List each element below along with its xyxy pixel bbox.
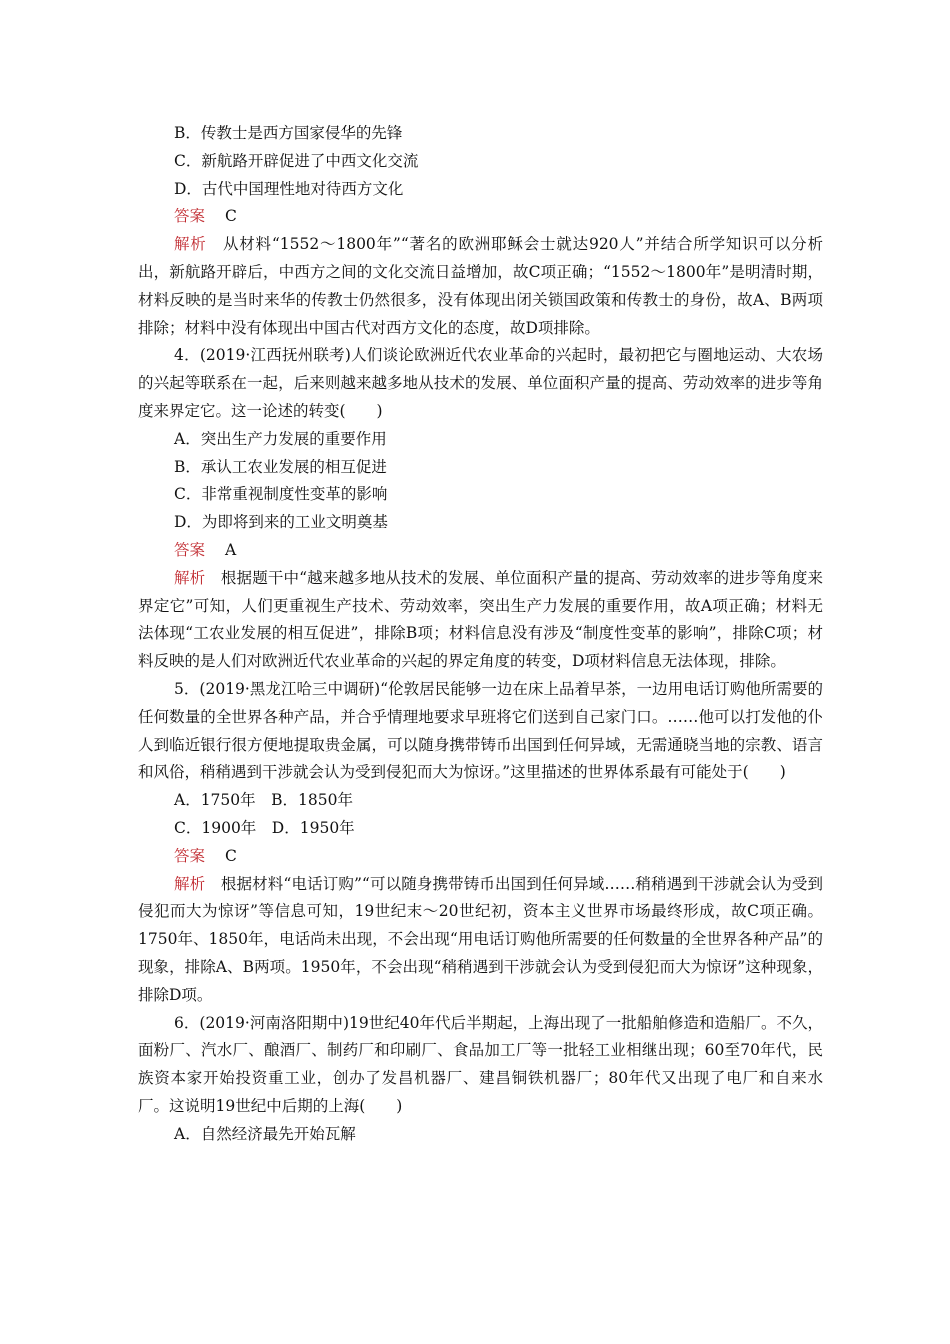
analysis-paragraph: [138, 231, 823, 342]
option-c: C．非常重视制度性变革的影响: [174, 485, 388, 504]
analysis-text: 根据题干中“越来越多地从技术的发展、单位面积产量的提高、劳动效率的进步等角度来界定它”可知，人们更重视生产技术、劳动效率，突出生产力发展的重要作用，故A项正确；材料无法体现“工农业发展的相互促进”，排除B项；材料信息没有涉及“制度性变革的影响”，排除C项；材料反映的是人们对欧洲近代农业革命的兴起的界定角度的转变，D项材料信息无法体现，排除。: [138, 568, 823, 671]
option-a: A．突出生产力发展的重要作用: [174, 429, 387, 448]
option-row: A．1750年 B．1850年: [174, 791, 353, 810]
question-stem: 6．(2019·河南洛阳期中)19世纪40年代后半期起，上海出现了一批船舶修造和造船厂。不久，面粉厂、汽水厂、酿酒厂、制药厂和印刷厂、食品加工厂等一批轻工业相继出现；60至70年代，民族资本家开始投资重工业，创办了发昌机器厂、建昌铜铁机器厂；80年代又出现了电厂和自来水厂。这说明19世纪中后期的上海( ): [138, 1013, 823, 1115]
analysis-text: 从材料“1552～1800年”“著名的欧洲耶稣会士就达920人”并结合所学知识可以分析出，新航路开辟后，中西方之间的文化交流日益增加，故C项正确；“1552～1800年”是明清时期，材料反映的是当时来华的传教士仍然很多，没有体现出闭关锁国政策和传教士的身份，故A、B两项排除；材料中没有体现出中国古代对西方文化的态度，故D项排除。: [138, 235, 823, 337]
option-a: A．自然经济最先开始瓦解: [174, 1124, 356, 1143]
option-b: B．传教士是西方国家侵华的先锋: [174, 124, 403, 142]
analysis-label: 解析: [174, 874, 206, 893]
answer-value: C: [225, 207, 237, 226]
answer-line: [138, 537, 823, 565]
question-stem: 5．(2019·黑龙江哈三中调研)“伦敦居民能够一边在床上品着早茶，一边用电话订购他所需要的任何数量的全世界各种产品，并合乎情理地要求早班将它们送到自己家门口。……他可以打发他的仆人到临近银行很方便地提取贵金属，可以随身携带铸币出国到任何异域，无需通晓当地的宗教、语言和风俗，稍稍遇到干涉就会认为受到侵犯而大为惊讶。”这里描述的世界体系最有可能处于( ): [138, 679, 823, 782]
question-stem: 4．(2019·江西抚州联考)人们谈论欧洲近代农业革命的兴起时，最初把它与圈地运动、大农场的兴起等联系在一起，后来则越来越多地从技术的发展、单位面积产量的提高、劳动效率的进步等角度来界定它。这一论述的转变( ): [138, 346, 823, 420]
analysis-paragraph: [138, 565, 823, 676]
option-c: C．新航路开辟促进了中西文化交流: [174, 151, 419, 170]
option-b: B．承认工农业发展的相互促进: [174, 457, 387, 476]
option-row: C．1900年 D．1950年: [174, 818, 355, 837]
answer-line: [138, 843, 823, 871]
option-d: D．古代中国理性地对待西方文化: [174, 179, 404, 198]
answer-value: A: [225, 540, 237, 559]
answer-label: 答案: [174, 846, 206, 865]
answer-label: 答案: [174, 540, 206, 559]
answer-label: 答案: [174, 207, 206, 226]
answer-line: [138, 203, 823, 231]
analysis-paragraph: [138, 871, 823, 1010]
answer-value: C: [225, 846, 237, 865]
analysis-label: 解析: [174, 235, 207, 254]
document-page: [138, 120, 823, 1148]
analysis-label: 解析: [174, 568, 206, 587]
option-d: D．为即将到来的工业文明奠基: [174, 513, 388, 532]
analysis-text: 根据材料“电话订购”“可以随身携带铸币出国到任何异域……稍稍遇到干涉就会认为受到侵犯而大为惊讶”等信息可知，19世纪末～20世纪初，资本主义世界市场最终形成，故C项正确。1750年、1850年，电话尚未出现，不会出现“用电话订购他所需要的任何数量的全世界各种产品”的现象，排除A、B两项。1950年，不会出现“稍稍遇到干涉就会认为受到侵犯而大为惊讶”这种现象，排除D项。: [138, 874, 823, 1004]
